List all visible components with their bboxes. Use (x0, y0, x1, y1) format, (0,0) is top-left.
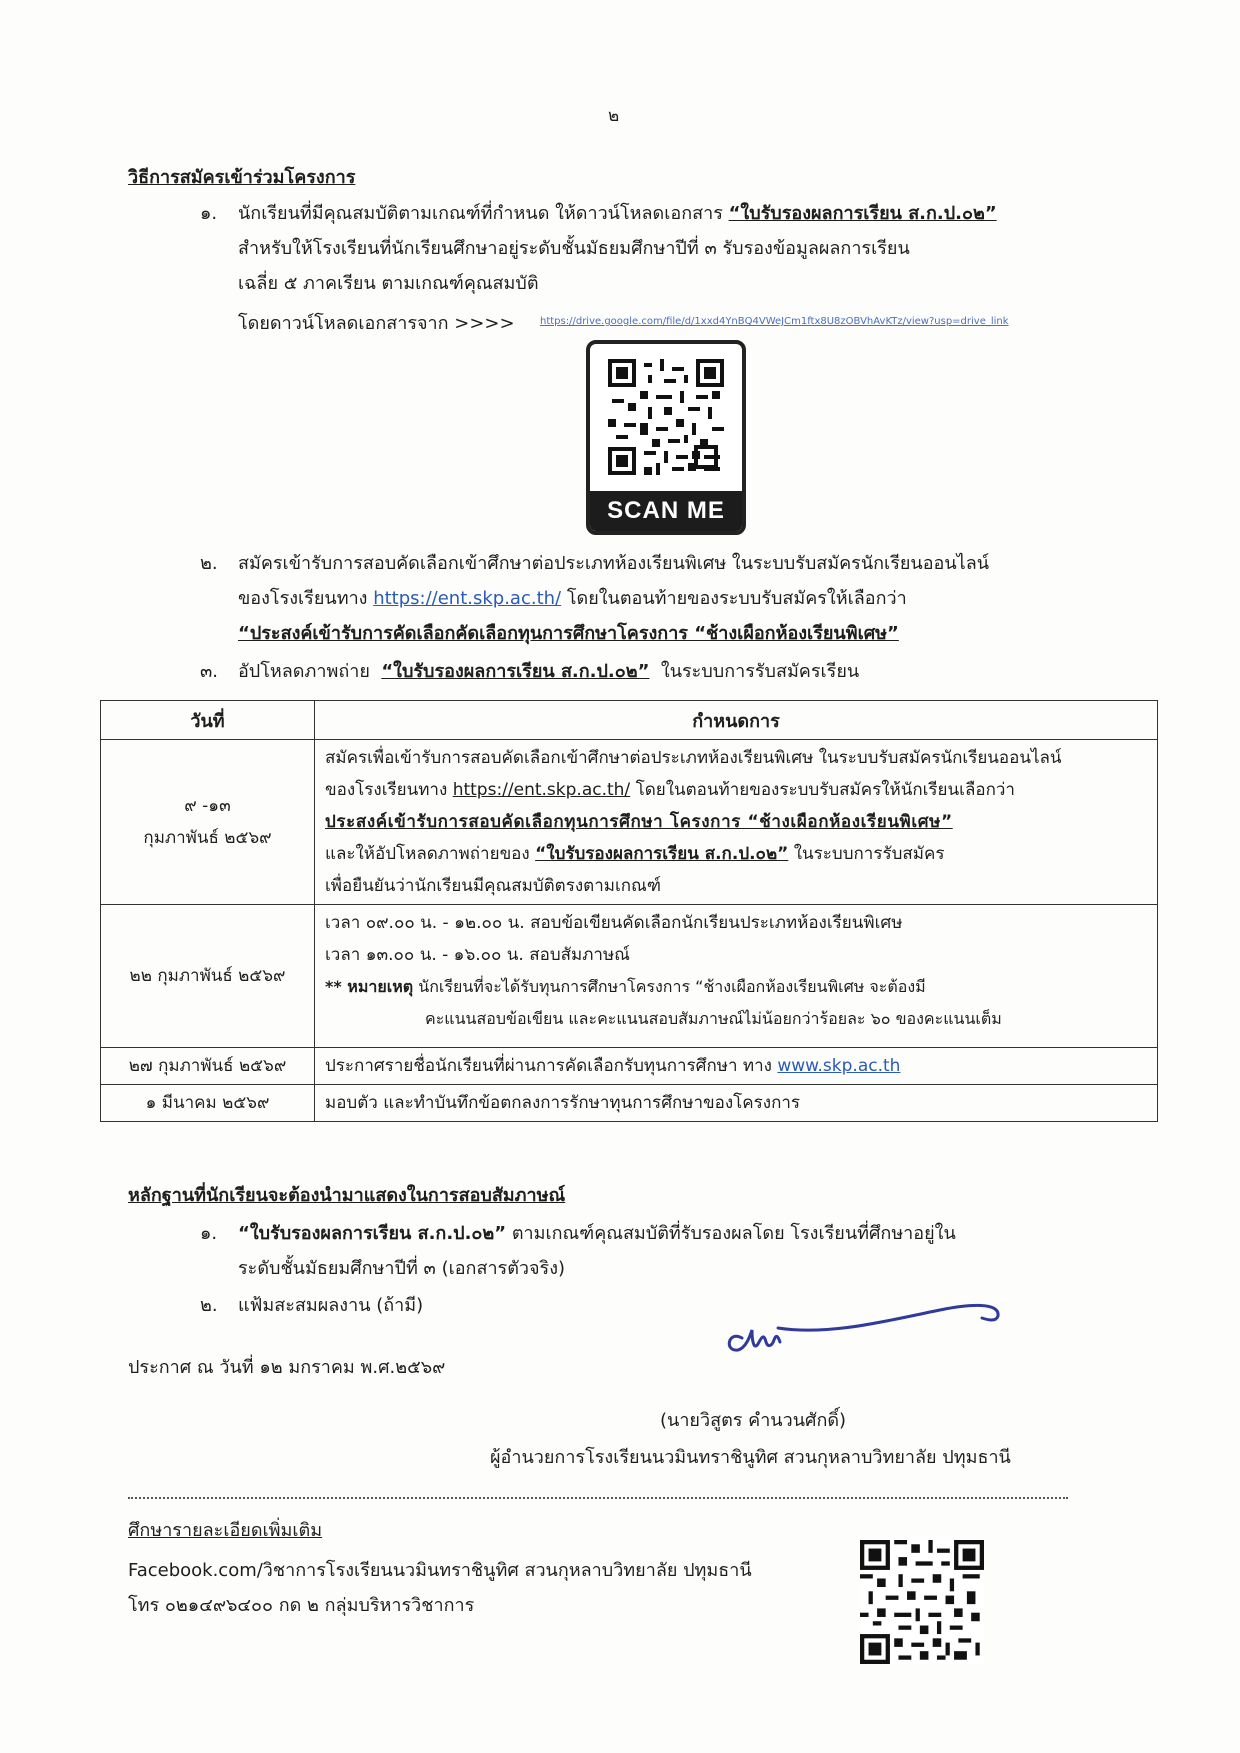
scan-me-label: SCAN ME (590, 491, 742, 531)
signature-icon (720, 1290, 1010, 1370)
evidence-item1 (238, 1218, 956, 1247)
row2-note-label: ** หมายเหตุ (325, 977, 414, 996)
row2-note-line1: นักเรียนที่จะได้รับทุนการศึกษาโครงการ “ช้างเผือกห้องเรียนพิเศษ จะต้องมี (418, 977, 926, 996)
footer-phone: โทร ๐๒๑๔๙๖๔๐๐ กด ๒ กลุ่มบริหารวิชาการ (128, 1595, 475, 1616)
step1-line4 (238, 308, 515, 337)
row1-line4 (325, 838, 1147, 870)
row2-note-line2: คะแนนสอบข้อเขียน และคะแนนสอบสัมภาษณ์ไม่น้อยกว่าร้อยละ ๖๐ ของคะแนนเต็ม (425, 1009, 1002, 1028)
qr-code-icon (608, 359, 724, 475)
evidence-heading: หลักฐานที่นักเรียนจะต้องนำมาแสดงในการสอบสัมภาษณ์ (128, 1185, 566, 1206)
footer-heading: ศึกษารายละเอียดเพิ่มเติม (128, 1520, 323, 1541)
row3-text: ประกาศรายชื่อนักเรียนที่ผ่านการคัดเลือกรับทุนการศึกษา ทาง (325, 1056, 772, 1076)
row2-note (325, 971, 1147, 1003)
row2-line1: เวลา ๐๙.๐๐ น. - ๑๒.๐๐ น. สอบข้อเขียนคัดเลือกนักเรียนประเภทห้องเรียนพิเศษ (325, 913, 903, 933)
row1-line4-prefix: และให้อัปโหลดภาพถ่ายของ (325, 844, 530, 864)
step3-prefix: อัปโหลดภาพถ่าย (238, 661, 370, 682)
row1-line2-prefix: ของโรงเรียนทาง (325, 780, 448, 800)
row1-date-line1: ๙ -๑๓ (184, 796, 231, 816)
schedule-table (100, 700, 1158, 1122)
step1-line1 (238, 198, 997, 227)
evidence-item1-doc: “ใบรับรองผลการเรียน ส.ก.ป.๐๒” (238, 1223, 507, 1244)
step2-line1: สมัครเข้ารับการสอบคัดเลือกเข้าศึกษาต่อประเภทห้องเรียนพิเศษ ในระบบรับสมัครนักเรียนออนไลน์ (238, 553, 990, 574)
row3-date: ๒๗ กุมภาพันธ์ ๒๕๖๙ (101, 1048, 315, 1085)
row1-doc-name: “ใบรับรองผลการเรียน ส.ก.ป.๐๒” (535, 844, 789, 864)
step3-line (238, 656, 859, 685)
apply-heading: วิธีการสมัครเข้าร่วมโครงการ (128, 167, 356, 188)
download-qr-code[interactable] (586, 340, 746, 535)
row3-desc (315, 1048, 1158, 1085)
evidence-item1-suffix: ตามเกณฑ์คุณสมบัติที่รับรองผลโดย โรงเรียนที่ศึกษาอยู่ใน (511, 1223, 956, 1244)
step2-line2 (238, 583, 907, 612)
row1-desc (315, 740, 1158, 905)
row2-line2: เวลา ๑๓.๐๐ น. - ๑๖.๐๐ น. สอบสัมภาษณ์ (325, 945, 630, 965)
page-number: ๒ (608, 106, 620, 126)
header-agenda: กำหนดการ (315, 701, 1158, 740)
table-row (101, 905, 1158, 1048)
row4-date: ๑ มีนาคม ๒๕๖๙ (101, 1085, 315, 1122)
footer-facebook[interactable]: Facebook.com/วิชาการโรงเรียนนวมินทราชินูทิศ สวนกุหลาบวิทยาลัย ปทุมธานี (128, 1560, 752, 1581)
table-header-row (101, 701, 1158, 740)
evidence-item2: แฟ้มสะสมผลงาน (ถ้ามี) (238, 1295, 424, 1316)
row1-ent-link[interactable]: https://ent.skp.ac.th/ (452, 780, 631, 800)
step2-line2-suffix: โดยในตอนท้ายของระบบรับสมัครให้เลือกว่า (566, 588, 907, 609)
step1-line1-prefix: นักเรียนที่มีคุณสมบัติตามเกณฑ์ที่กำหนด ให้ดาวน์โหลดเอกสาร (238, 203, 723, 224)
evidence-item1-line2: ระดับชั้นมัธยมศึกษาปีที่ ๓ (เอกสารตัวจริง) (238, 1258, 566, 1279)
announcement-date: ประกาศ ณ วันที่ ๑๒ มกราคม พ.ศ.๒๕๖๙ (128, 1357, 446, 1378)
signer-name: (นายวิสูตร คำนวนศักดิ์) (660, 1410, 847, 1431)
row1-date (101, 740, 315, 905)
row1-date-line2: กุมภาพันธ์ ๒๕๖๙ (143, 828, 272, 848)
table-row (101, 1085, 1158, 1122)
evidence-item1-number: ๑. (200, 1223, 218, 1244)
contact-qr-code-icon[interactable] (860, 1540, 984, 1664)
skp-website-link[interactable]: www.skp.ac.th (777, 1056, 901, 1076)
divider-dotted (128, 1497, 1068, 1499)
row4-text: มอบตัว และทำบันทึกข้อตกลงการรักษาทุนการศึกษาของโครงการ (315, 1085, 1158, 1122)
row1-line3: ประสงค์เข้ารับการสอบคัดเลือกทุนการศึกษา โครงการ “ช้างเผือกห้องเรียนพิเศษ” (325, 812, 953, 832)
row1-line2-suffix: โดยในตอนท้ายของระบบรับสมัครให้นักเรียนเลือกว่า (635, 780, 1015, 800)
step3-suffix: ในระบบการรับสมัครเรียน (660, 661, 860, 682)
row1-line2 (325, 774, 1147, 806)
header-date: วันที่ (101, 701, 315, 740)
step1-line2: สำหรับให้โรงเรียนที่นักเรียนศึกษาอยู่ระดับชั้นมัธยมศึกษาปีที่ ๓ รับรองข้อมูลผลการเรียน (238, 238, 910, 259)
signer-title: ผู้อำนวยการโรงเรียนนวมินทราชินูทิศ สวนกุหลาบวิทยาลัย ปทุมธานี (490, 1447, 1011, 1468)
row1-line5: เพื่อยืนยันว่านักเรียนมีคุณสมบัติตรงตามเกณฑ์ (325, 876, 661, 896)
row1-line4-suffix: ในระบบการรับสมัคร (793, 844, 945, 864)
step2-line2-prefix: ของโรงเรียนทาง (238, 588, 368, 609)
row1-line1: สมัครเพื่อเข้ารับการสอบคัดเลือกเข้าศึกษาต่อประเภทห้องเรียนพิเศษ ในระบบรับสมัครนักเรียนออนไลน์ (325, 748, 1062, 768)
step1-number: ๑. (200, 203, 218, 224)
step2-number: ๒. (200, 553, 218, 574)
step3-doc-name: “ใบรับรองผลการเรียน ส.ก.ป.๐๒” (381, 661, 650, 682)
ent-skp-link[interactable]: https://ent.skp.ac.th/ (373, 588, 562, 609)
row2-date: ๒๒ กุมภาพันธ์ ๒๕๖๙ (101, 905, 315, 1048)
table-row (101, 1048, 1158, 1085)
step2-line3: “ประสงค์เข้ารับการคัดเลือกคัดเลือกทุนการศึกษาโครงการ “ช้างเผือกห้องเรียนพิเศษ” (238, 623, 899, 644)
step1-doc-name: “ใบรับรองผลการเรียน ส.ก.ป.๐๒” (728, 203, 997, 224)
step1-line4-prefix: โดยดาวน์โหลดเอกสารจาก >>>> (238, 313, 515, 334)
step1-line3: เฉลี่ย ๕ ภาคเรียน ตามเกณฑ์คุณสมบัติ (238, 273, 539, 294)
evidence-item2-number: ๒. (200, 1295, 218, 1316)
step3-number: ๓. (200, 661, 219, 682)
table-row (101, 740, 1158, 905)
row2-desc (315, 905, 1158, 1048)
download-link[interactable]: https://drive.google.com/file/d/1xxd4YnBQ4VWeJCm1ftx8U8zOBVhAvKTz/view?usp=drive_link (540, 316, 1009, 327)
